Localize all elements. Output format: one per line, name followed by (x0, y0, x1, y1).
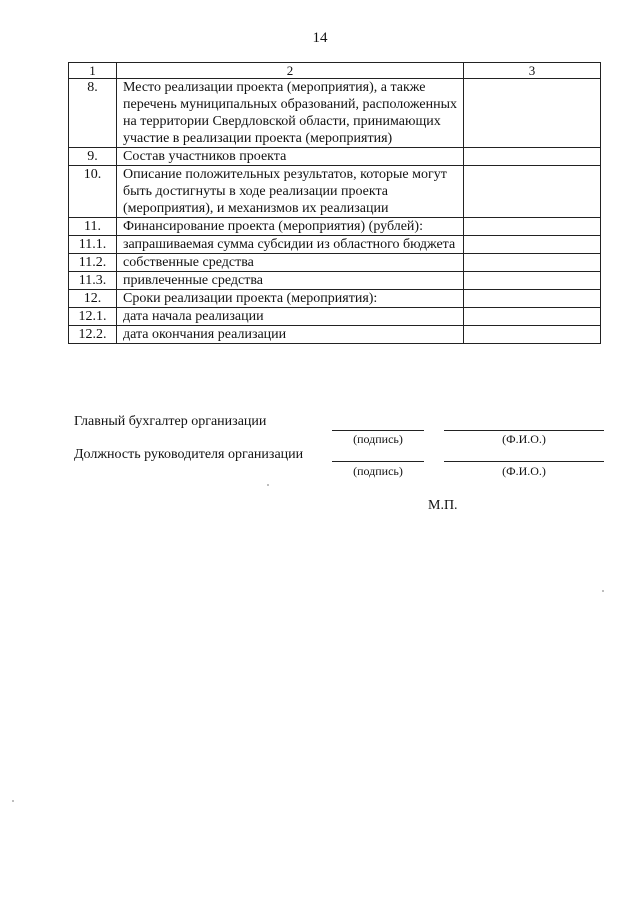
row-number: 9. (69, 148, 117, 166)
signature-caption: (подпись) (353, 432, 403, 446)
row-description: Финансирование проекта (мероприятия) (рублей): (117, 218, 464, 236)
table-row (69, 308, 601, 326)
chief-accountant-signature-line[interactable] (332, 430, 424, 431)
row-description: запрашиваемая сумма субсидии из областного бюджета (117, 236, 464, 254)
stamp-place: М.П. (428, 498, 458, 513)
project-info-table (68, 62, 601, 344)
row-description: Описание положительных результатов, которые могут быть достигнуты в ходе реализации проекта (мероприятия), и механизмов их реализации (117, 166, 464, 218)
header-col-1: 1 (69, 63, 117, 79)
table-row (69, 290, 601, 308)
row-number: 8. (69, 79, 117, 148)
row-number: 12. (69, 290, 117, 308)
header-col-3: 3 (464, 63, 601, 79)
row-value[interactable] (464, 326, 601, 344)
header-col-2: 2 (117, 63, 464, 79)
row-description: дата окончания реализации (117, 326, 464, 344)
head-signature-line[interactable] (332, 461, 424, 462)
table-row (69, 79, 601, 148)
row-number: 11. (69, 218, 117, 236)
row-value[interactable] (464, 308, 601, 326)
row-description: дата начала реализации (117, 308, 464, 326)
row-value[interactable] (464, 236, 601, 254)
head-name-line[interactable] (444, 461, 604, 462)
signature-caption: (подпись) (353, 464, 403, 478)
row-description: привлеченные средства (117, 272, 464, 290)
table-row (69, 326, 601, 344)
row-description: Состав участников проекта (117, 148, 464, 166)
name-caption: (Ф.И.О.) (502, 464, 546, 478)
row-value[interactable] (464, 166, 601, 218)
scan-speck (267, 484, 269, 486)
row-value[interactable] (464, 79, 601, 148)
chief-accountant-name-line[interactable] (444, 430, 604, 431)
row-description: Сроки реализации проекта (мероприятия): (117, 290, 464, 308)
row-value[interactable] (464, 290, 601, 308)
name-caption: (Ф.И.О.) (502, 432, 546, 446)
row-number: 11.2. (69, 254, 117, 272)
row-description: Место реализации проекта (мероприятия), а также перечень муниципальных образований, расположенных на территории Свердловской области, принимающих участие в реализации проекта (мероприятия) (117, 79, 464, 148)
scan-speck (602, 590, 604, 592)
row-value[interactable] (464, 254, 601, 272)
row-number: 12.2. (69, 326, 117, 344)
row-value[interactable] (464, 148, 601, 166)
table-row (69, 236, 601, 254)
row-number: 10. (69, 166, 117, 218)
chief-accountant-label: Главный бухгалтер организации (74, 414, 267, 429)
page-number: 14 (312, 30, 328, 46)
table-row (69, 148, 601, 166)
row-value[interactable] (464, 272, 601, 290)
head-position-label: Должность руководителя организации (74, 447, 304, 462)
row-number: 12.1. (69, 308, 117, 326)
table-row (69, 254, 601, 272)
row-description: собственные средства (117, 254, 464, 272)
table-row (69, 166, 601, 218)
row-number: 11.3. (69, 272, 117, 290)
row-number: 11.1. (69, 236, 117, 254)
table-header-row (69, 63, 601, 79)
table-row (69, 218, 601, 236)
row-value[interactable] (464, 218, 601, 236)
scan-speck (12, 800, 14, 802)
table-row (69, 272, 601, 290)
